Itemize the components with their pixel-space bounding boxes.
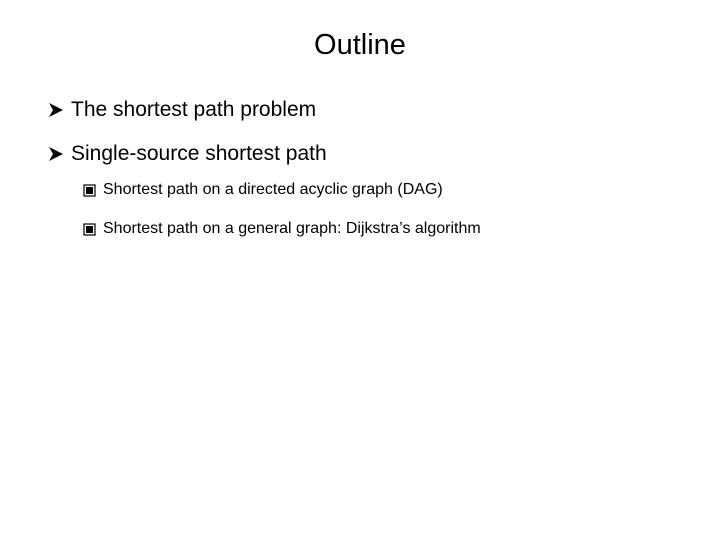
subbullet-text: Shortest path on a directed acyclic graph (DAG) [103, 181, 443, 198]
subbullet-item-dijkstra [83, 218, 481, 240]
arrow-bullet-icon [48, 95, 64, 125]
slide-title: Outline [314, 29, 406, 61]
arrow-bullet-icon [48, 139, 64, 169]
subbullet-item-dag [83, 179, 443, 201]
subbullet-text: Shortest path on a general graph: Dijkstra’s algorithm [103, 220, 481, 237]
square-bullet-icon [83, 223, 96, 236]
bullet-text: The shortest path problem [71, 98, 317, 121]
bullet-item-single-source-shortest-path [48, 139, 327, 169]
bullet-text: Single-source shortest path [71, 142, 327, 165]
square-bullet-icon [83, 184, 96, 197]
bullet-item-shortest-path-problem [48, 95, 316, 125]
